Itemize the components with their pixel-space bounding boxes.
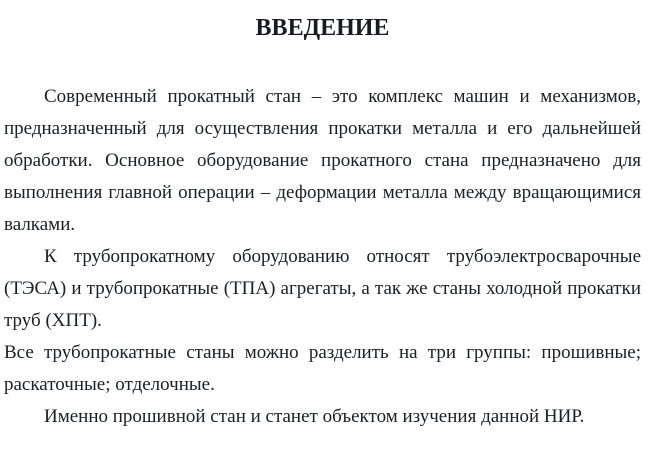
document-body [4, 81, 641, 433]
paragraph: Современный прокатный стан – это комплекс машин и механизмов, предназначенный для осуществления прокатки металла и его дальнейшей обработки. Основное оборудование прокатного стана предназначено для выполнения главной операции – деформации металла между вращающимися валками. [4, 86, 641, 235]
paragraph: К трубопрокатному оборудованию относят трубоэлектросварочные (ТЭСА) и трубопрокатные (ТПА) агрегаты, а так же станы холодной прокатки труб (ХПТ). [4, 246, 641, 331]
document-page [0, 13, 666, 466]
paragraph: Именно прошивной стан и станет объектом изучения данной НИР. [44, 406, 585, 427]
page-title: ВВЕДЕНИЕ [255, 15, 390, 41]
paragraph: Все трубопрокатные станы можно разделить на три группы: прошивные; раскаточные; отделочные. [4, 342, 641, 395]
